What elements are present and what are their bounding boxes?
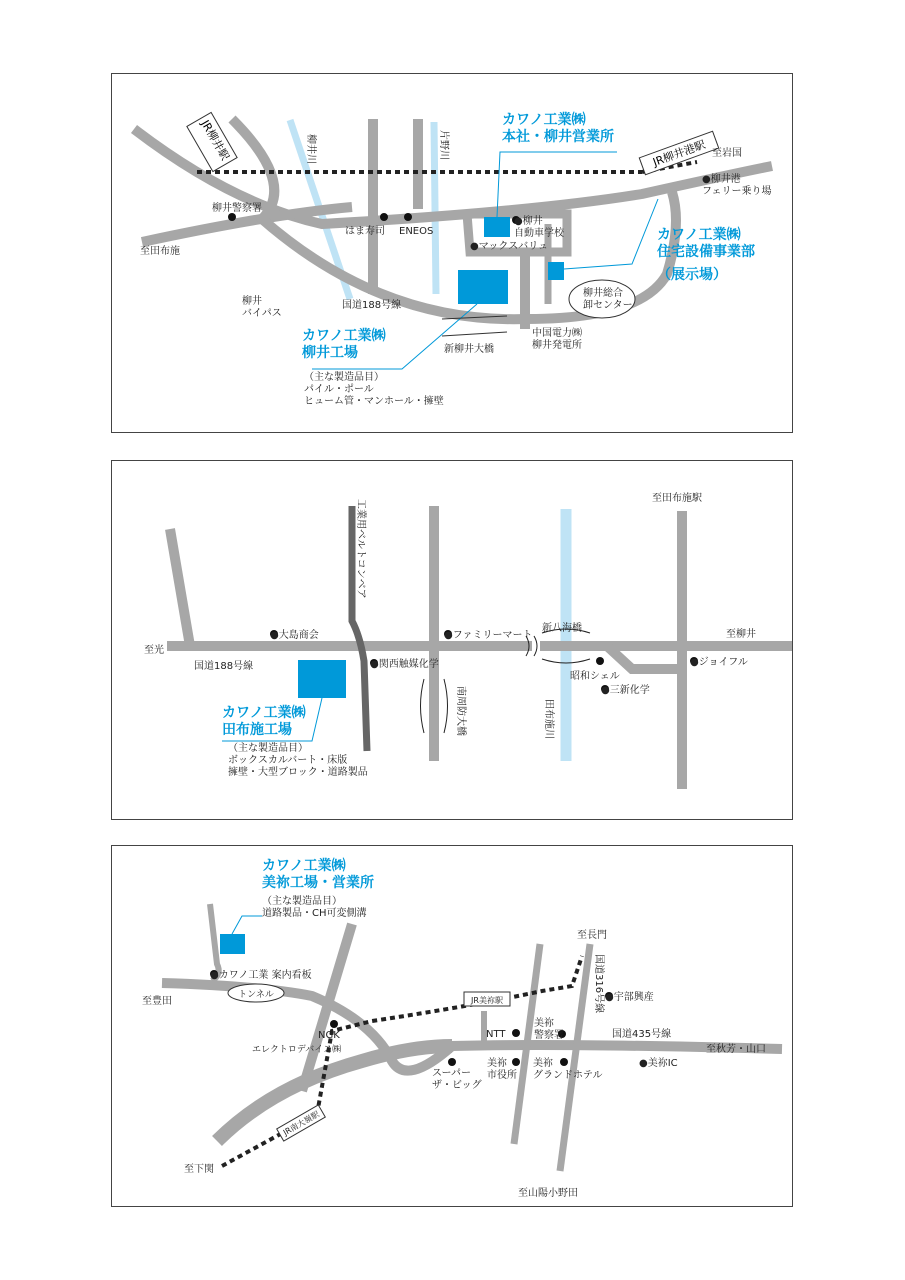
ntt-dot bbox=[512, 1029, 520, 1037]
label-ngk-full: エレクトロデバイス㈱ bbox=[252, 1045, 342, 1055]
label-maxvalu: ●マックスバリュ bbox=[470, 241, 548, 252]
map-tabuse bbox=[111, 460, 793, 820]
bridge-mark-2 bbox=[442, 332, 507, 336]
factory-building bbox=[220, 934, 245, 954]
label-bridge: 新柳井大橋 bbox=[444, 344, 494, 355]
river-katano bbox=[434, 122, 436, 294]
label-hq-title: カワノ工業㈱本社・柳井営業所 bbox=[502, 112, 614, 145]
label-to-sanyo: 至山陽小野田 bbox=[518, 1188, 578, 1199]
station-yanai bbox=[187, 112, 237, 171]
label-police: 美祢警察署 bbox=[534, 1018, 564, 1041]
eneos-dot bbox=[404, 213, 412, 221]
label-route188: 国道188号線 bbox=[194, 661, 254, 672]
label-eneos: ENEOS bbox=[399, 226, 434, 237]
label-to-tabuse: 至田布施 bbox=[140, 246, 180, 257]
police-dot bbox=[228, 213, 236, 221]
label-showa: 昭和シェル bbox=[570, 671, 620, 682]
label-conveyor: 工業用ベルトコンベア bbox=[355, 499, 366, 599]
label-route316: 国道316号線 bbox=[593, 954, 604, 1014]
label-products: （主な製造品目）パイル・ポールヒューム管・マンホール・擁壁 bbox=[304, 372, 444, 407]
label-ngk: NGK bbox=[318, 1030, 340, 1041]
label-ube: ●宇部興産 bbox=[605, 992, 654, 1003]
super-dot bbox=[448, 1058, 456, 1066]
label-bypass: 柳井バイパス bbox=[242, 296, 282, 319]
label-sign: ●カワノ工業 案内看板 bbox=[210, 970, 312, 981]
label-factory-title: カワノ工業㈱美祢工場・営業所 bbox=[262, 858, 374, 891]
label-to-nagato: 至長門 bbox=[577, 930, 607, 941]
label-hama: はま寿司 bbox=[345, 226, 385, 237]
road-diag bbox=[170, 529, 190, 646]
label-route188: 国道188号線 bbox=[342, 300, 402, 311]
label-jr-mine: JR美祢駅 bbox=[471, 996, 503, 1005]
showa-dot bbox=[596, 657, 604, 665]
factory-building bbox=[298, 660, 346, 698]
roads bbox=[162, 904, 782, 1171]
map-tabuse-svg bbox=[112, 461, 792, 819]
map-mine-svg bbox=[112, 846, 792, 1206]
ngk-dot bbox=[330, 1020, 338, 1028]
city-hall-dot bbox=[512, 1058, 520, 1066]
label-oshima: ●大島商会 bbox=[270, 630, 319, 641]
svg-text:JR柳井港駅: JR柳井港駅 bbox=[651, 137, 708, 169]
wholesale-center bbox=[569, 280, 635, 318]
map-yanai-svg bbox=[112, 74, 792, 432]
label-ic: ●美祢IC bbox=[639, 1058, 678, 1069]
label-ferry: ●柳井港フェリー乗り場 bbox=[702, 174, 772, 197]
label-route435: 国道435号線 bbox=[612, 1029, 672, 1040]
label-kansai: ●関西触媒化学 bbox=[370, 659, 439, 670]
label-to-hikari: 至光 bbox=[144, 645, 164, 656]
label-to-toyota: 至豊田 bbox=[142, 996, 172, 1007]
label-river: 田布施川 bbox=[543, 699, 554, 739]
label-to-yanai: 至柳井 bbox=[726, 629, 756, 640]
map-yanai bbox=[111, 73, 793, 433]
hama-dot bbox=[380, 213, 388, 221]
label-showroom: （展示場） bbox=[657, 267, 727, 283]
label-factory-title: カワノ工業㈱柳井工場 bbox=[302, 328, 386, 361]
map-mine bbox=[111, 845, 793, 1207]
hq-building bbox=[484, 217, 510, 237]
label-factory-title: カワノ工業㈱田布施工場 bbox=[222, 705, 306, 738]
label-river-yanai: 柳井川 bbox=[305, 134, 316, 164]
hotel-dot bbox=[560, 1058, 568, 1066]
label-power: 中国電力㈱柳井発電所 bbox=[532, 328, 582, 351]
label-to-shimonoseki: 至下関 bbox=[184, 1164, 214, 1175]
label-to-iwakuni: 至岩国 bbox=[712, 148, 742, 159]
label-to-akiyoshi: 至秋芳・山口 bbox=[706, 1044, 766, 1055]
label-housing-title: カワノ工業㈱住宅設備事業部 bbox=[657, 227, 755, 260]
label-new-bridge: 新八海橋 bbox=[542, 623, 582, 634]
label-ntt: NTT bbox=[486, 1029, 506, 1040]
label-products: （主な製造品目）ボックスカルバート・床版擁壁・大型ブロック・道路製品 bbox=[228, 743, 368, 778]
label-city-hall: 美祢市役所 bbox=[487, 1058, 517, 1081]
label-river-katano: 片野川 bbox=[438, 130, 449, 160]
showroom-building bbox=[548, 262, 564, 280]
label-familymart: ●ファミリーマート bbox=[444, 630, 533, 641]
housing-leader bbox=[564, 199, 658, 269]
label-wholesale: 柳井総合卸センター bbox=[583, 288, 633, 311]
label-minami-bridge: 南周防大橋 bbox=[455, 686, 466, 736]
station-yanai-port bbox=[639, 131, 718, 175]
label-jr-minami: JR南大嶺駅 bbox=[281, 1109, 321, 1138]
label-tunnel: トンネル bbox=[238, 990, 274, 1000]
label-super: スーパーザ・ビッグ bbox=[432, 1068, 482, 1091]
label-sanshin: ●三新化学 bbox=[601, 685, 650, 696]
label-hotel: 美祢グランドホテル bbox=[533, 1058, 603, 1081]
label-to-tabuse-station: 至田布施駅 bbox=[652, 493, 702, 504]
label-school: ●柳井自動車学校 bbox=[514, 216, 564, 239]
svg-text:JR柳井駅: JR柳井駅 bbox=[198, 117, 232, 163]
factory-leader bbox=[232, 916, 262, 934]
label-police: 柳井警察署 bbox=[212, 203, 262, 214]
road-diag bbox=[217, 1046, 452, 1141]
factory-building bbox=[458, 270, 508, 304]
label-joyful: ●ジョイフル bbox=[690, 657, 748, 668]
label-products: （主な製造品目）道路製品・CH可変側溝 bbox=[262, 896, 367, 919]
